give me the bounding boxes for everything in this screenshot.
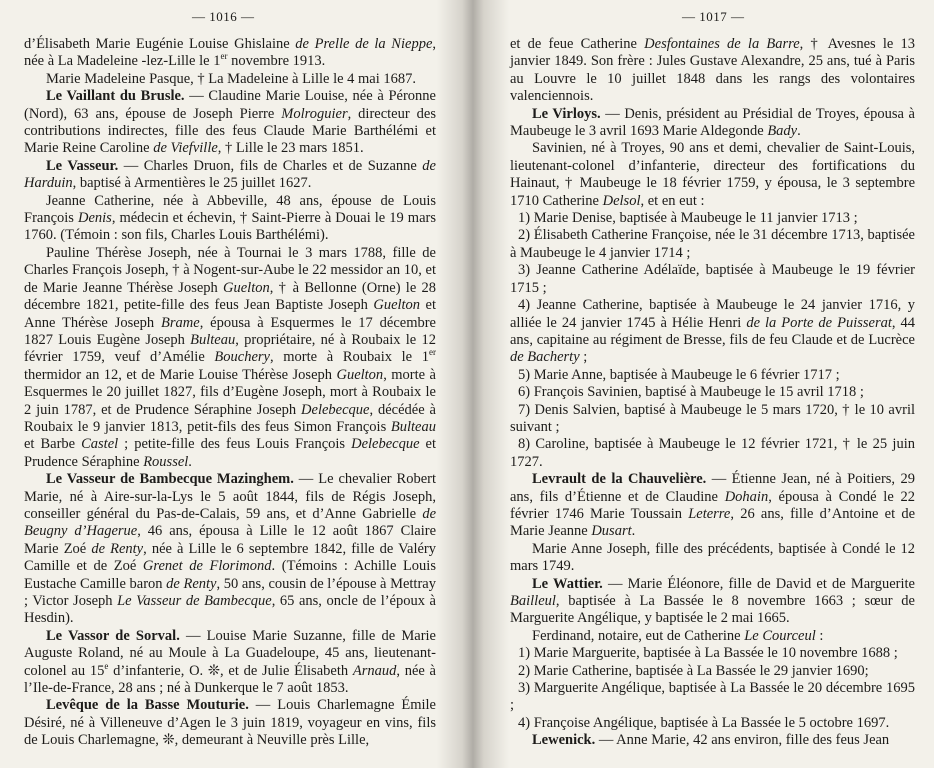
text-run: , née à l’Ile-de-France, 28 ans ; né à Dunkerque le 7 août 1853. [24, 662, 436, 697]
italic-name: Delebecque [301, 401, 370, 418]
text-run: , baptisé à Armentières le 25 juillet 1627. [72, 175, 312, 192]
text-run: . [631, 523, 636, 540]
entry-paragraph [24, 471, 436, 628]
entry-paragraph [510, 732, 915, 749]
list-item [510, 262, 915, 297]
text-run: ; petite-fille des feus Louis François [118, 436, 352, 453]
text-run: , épousa à Condé le 22 février 1746 Marie Toussain [510, 488, 915, 522]
left-page [0, 0, 452, 768]
text-run: — Claudine Marie Louise, née à Péronne (Nord), 63 ans, épouse de Joseph Pierre [24, 88, 436, 122]
italic-name: de Harduin [24, 157, 436, 192]
list-item [510, 663, 915, 680]
text-run: , morte à Esquermes le 20 juillet 1827, fils d’Eugène Joseph, mort à Roubaix le 2 juin 1787, et de Prudence Séraphine Joseph [24, 366, 436, 418]
list-item [510, 367, 915, 384]
entry-paragraph [24, 158, 436, 193]
entry-paragraph [24, 245, 436, 471]
list-item [510, 436, 915, 471]
right-page [496, 0, 934, 768]
list-item [510, 402, 915, 437]
text-run: ; [579, 349, 588, 366]
italic-name: de Viefville [153, 140, 218, 157]
text-run: — Le chevalier Robert Marie, né à Aire-sur-la-Lys le 5 août 1844, fils de Régis Joseph, conseiller général du Pas-de-Calais, 59 ans, et d’Anne Gabrielle [24, 471, 436, 522]
text-run: , propriétaire, né à Roubaix le 12 février 1759, veuf d’Amélie [24, 331, 436, 366]
entry-heading: Levêque de la Basse Mouturie. [46, 697, 249, 714]
text-run: 1) Marie Marguerite, baptisée à La Bassée le 10 novembre 1688 ; [518, 645, 898, 662]
italic-name: Bouchery [214, 349, 270, 366]
text-run: d’Élisabeth Marie Eugénie Louise Ghislaine [24, 36, 296, 52]
text-run: : [815, 627, 824, 644]
entry-paragraph [510, 471, 915, 541]
text-run: , décédée à Roubaix le 9 janvier 1813, petit-fils des feus Simon François [24, 401, 436, 435]
text-run: et Prudence Séraphine [24, 436, 437, 470]
text-run: d’infanterie, O. ❊, et de Julie Élisabeth [108, 662, 353, 679]
text-run: . [797, 123, 801, 140]
text-run: . (Témoins : Achille Louis Eustache Camille baron [24, 558, 436, 592]
text-run: Ferdinand, notaire, eut de Catherine [532, 627, 745, 644]
italic-name: de Renty [166, 575, 217, 592]
text-run: . [188, 453, 192, 470]
text-run: , 65 ans, oncle de l’époux à Hesdin). [24, 593, 436, 627]
entry-paragraph [510, 106, 915, 141]
italic-name: Dohain [724, 488, 769, 505]
italic-name: Delebecque [351, 436, 420, 453]
italic-name: Roussel [143, 453, 189, 470]
page-number: — 1017 — [682, 9, 745, 24]
text-run: — Louise Marie Suzanne, fille de Marie Auguste Roland, né au Moule à La Guadeloupe, 45 ans, lieutenant-colonel au 15 [24, 627, 436, 679]
italic-name: Guelton [373, 297, 421, 314]
text-run: , 26 ans, fille d’Antoine et de Marie Jeanne [510, 505, 916, 540]
text-run: novembre 1913. [227, 53, 326, 70]
text-run: 2) Élisabeth Catherine Françoise, née le 31 décembre 1713, baptisée à Maubeuge le 4 janvier 1714 ; [510, 227, 915, 261]
text-run: 1) Marie Denise, baptisée à Maubeuge le 11 janvier 1713 ; [518, 210, 858, 227]
italic-name: Brame [161, 314, 200, 331]
list-item [510, 227, 915, 262]
text-run: , épousa à Esquermes le 17 décembre 1827 Louis Eugène Joseph [24, 314, 436, 348]
entry-heading: Levrault de la Chauvelière. [532, 471, 707, 488]
list-item [510, 384, 915, 401]
italic-name: Le Courceul [744, 627, 816, 644]
page-text [24, 36, 436, 750]
italic-name: Guelton [336, 366, 384, 383]
italic-name: Leterre [688, 505, 731, 522]
entry-paragraph [24, 697, 436, 749]
text-run: — Marie Éléonore, fille de David et de Marguerite [602, 575, 915, 592]
text-run: — Charles Druon, fils de Charles et de Suzanne [118, 157, 423, 174]
italic-name: Dusart [591, 523, 632, 540]
entry-heading: Le Vasseur. [46, 157, 119, 174]
text-run: — Étienne Jean, né à Poitiers, 29 ans, fils d’Étienne et de Claudine [510, 471, 915, 505]
italic-name: Bulteau [190, 331, 236, 348]
entry-paragraph [24, 193, 436, 245]
italic-name: de Beugny d’Hagerue [24, 505, 436, 540]
text-run: — Anne Marie, 42 ans environ, fille des feus Jean [595, 732, 890, 749]
italic-name: Bulteau [390, 418, 436, 435]
text-run: , 44 ans, capitaine au régiment de Bresse, fils de feu Claude et de Lucrèce [510, 314, 915, 348]
text-run: et de feue Catherine [510, 36, 645, 52]
italic-name: Denis [77, 210, 112, 227]
text-run: thermidor an 12, et de Marie Louise Thérèse Joseph [24, 366, 337, 383]
entry-paragraph [510, 541, 915, 576]
text-run: — Denis, président au Présidial de Troyes, épousa à Maubeuge le 3 avril 1693 Marie Aldegonde [510, 105, 915, 140]
page-number: — 1016 — [192, 9, 255, 24]
entry-heading: Le Vassor de Sorval. [46, 627, 180, 644]
text-run: , médecin et échevin, † Saint-Pierre à Douai le 19 mars 1760. (Témoin : son fils, Charles Louis Barthélémi). [24, 210, 436, 244]
italic-name: de Prelle de la Nieppe [295, 36, 433, 52]
italic-name: Grenet de Florimond [142, 558, 272, 575]
text-run: 3) Jeanne Catherine Adélaïde, baptisée à Maubeuge le 19 février 1715 ; [510, 262, 915, 296]
text-run: et Anne Thérèse Joseph [24, 297, 436, 331]
italic-name: Delsol [602, 192, 641, 209]
list-item [510, 297, 915, 367]
entry-paragraph [24, 71, 436, 88]
entry-paragraph [510, 576, 915, 628]
entry-heading: Le Vasseur de Bambecque Mazinghem. [46, 471, 294, 488]
text-run: Pauline Thérèse Joseph, née à Tournai le 3 mars 1788, fille de Charles François Joseph, † à Nogent-sur-Aube le 22 messidor an 10, et de Marie Jeanne Thérèse Joseph [24, 244, 436, 296]
text-run: , baptisée à La Bassée le 8 novembre 1663 ; sœur de Marguerite Angélique, y baptisée le 2 mai 1665. [510, 593, 915, 627]
italic-name: Arnaud [352, 662, 397, 679]
italic-name: Castel [81, 436, 119, 453]
text-run: 4) Françoise Angélique, baptisée à La Bassée le 5 octobre 1697. [518, 714, 890, 731]
entry-paragraph [24, 88, 436, 158]
entry-heading: Le Wattier. [532, 575, 603, 592]
entry-paragraph [510, 36, 915, 106]
text-run: , † à Bellonne (Orne) le 28 décembre 1821, petite-fille des feus Jean Baptiste Joseph [24, 279, 436, 314]
text-run: Jeanne Catherine, née à Abbeville, 48 ans, épouse de Louis François [24, 192, 436, 227]
entry-paragraph [510, 628, 915, 645]
text-run: 8) Caroline, baptisée à Maubeuge le 12 février 1721, † le 25 juin 1727. [510, 436, 915, 470]
italic-name: Molroguier [281, 105, 348, 122]
text-run: , † Avesnes le 13 janvier 1849. Son frère : Jules Gustave Alexandre, 25 ans, tué à Paris au Louvre le 10 juillet 1848 dans les rangs des volontaires valenciennois. [510, 36, 916, 105]
italic-name: Le Vasseur de Bambecque [117, 593, 272, 609]
italic-name: Guelton [223, 279, 270, 296]
text-run: , née à La Madeleine -lez-Lille le 1 [24, 36, 436, 70]
text-run: , morte à Roubaix le 1 [269, 349, 429, 366]
text-run: Savinien, né à Troyes, 90 ans et demi, chevalier de Saint-Louis, lieutenant-colonel d’infanterie, directeur des fortifications du Hainaut, † Maubeuge le 18 février 1759, y épousa, le 3 septembre 1710 Catherine [510, 140, 915, 209]
list-item [510, 680, 915, 715]
superscript: er [429, 347, 436, 358]
italic-name: Bady [767, 123, 798, 140]
list-item [510, 645, 915, 662]
entry-heading: Lewenick. [532, 732, 596, 749]
text-run: , née à Lille le 6 septembre 1842, fille de Valéry Camille et de Zoé [24, 540, 436, 575]
italic-name: de la Porte de Puisserat [746, 314, 892, 331]
italic-name: de Renty [91, 540, 144, 557]
list-item [510, 715, 915, 732]
text-run: et Barbe [24, 436, 82, 453]
italic-name: Desfontaines de la Barre [644, 36, 800, 52]
list-item [510, 210, 915, 227]
entry-paragraph [24, 628, 436, 698]
text-run: 2) Marie Catherine, baptisée à La Bassée le 29 janvier 1690; [518, 662, 869, 679]
text-run: 3) Marguerite Angélique, baptisée à La Bassée le 20 décembre 1695 ; [510, 680, 915, 714]
page-text [510, 36, 915, 750]
text-run: — Louis Charlemagne Émile Désiré, né à Villeneuve d’Agen le 3 juin 1819, voyageur en vins, fils de Louis Charlemagne, ❊, demeurant à Neuville près Lille, [24, 697, 436, 749]
superscript: er [220, 51, 228, 62]
superscript: e [104, 660, 109, 671]
text-run: 6) François Savinien, baptisé à Maubeuge le 15 avril 1718 ; [518, 384, 864, 401]
italic-name: Bailleul [510, 593, 556, 609]
text-run: , directeur des contributions indirectes, fille des feus Claude Marie Barthélémi et Marie Reine Caroline [24, 105, 436, 157]
text-run: Marie Anne Joseph, fille des précédents, baptisée à Condé le 12 mars 1749. [510, 540, 915, 575]
entry-heading: Le Virloys. [532, 105, 601, 122]
text-run: , 46 ans, épousa à Lille le 12 août 1867 Claire Marie Zoé [24, 523, 437, 557]
text-run: , 50 ans, cousin de l’épouse à Mettray ; Victor Joseph [24, 575, 436, 609]
entry-paragraph [24, 36, 436, 71]
text-run: 4) Jeanne Catherine, baptisée à Maubeuge le 24 janvier 1716, y alliée le 24 janvier 1745 à Hélie Henri [510, 297, 915, 331]
text-run: , et en eut : [640, 192, 705, 209]
text-run: Marie Madeleine Pasque, † La Madeleine à Lille le 4 mai 1687. [46, 70, 417, 87]
text-run: 5) Marie Anne, baptisée à Maubeuge le 6 février 1717 ; [518, 366, 840, 383]
text-run: , † Lille le 23 mars 1851. [217, 140, 364, 157]
italic-name: de Bacherty [510, 349, 580, 366]
entry-heading: Le Vaillant du Brusle. [46, 88, 185, 105]
text-run: 7) Denis Salvien, baptisé à Maubeuge le 5 mars 1720, † le 10 avril suivant ; [510, 401, 915, 435]
entry-paragraph [510, 140, 915, 210]
